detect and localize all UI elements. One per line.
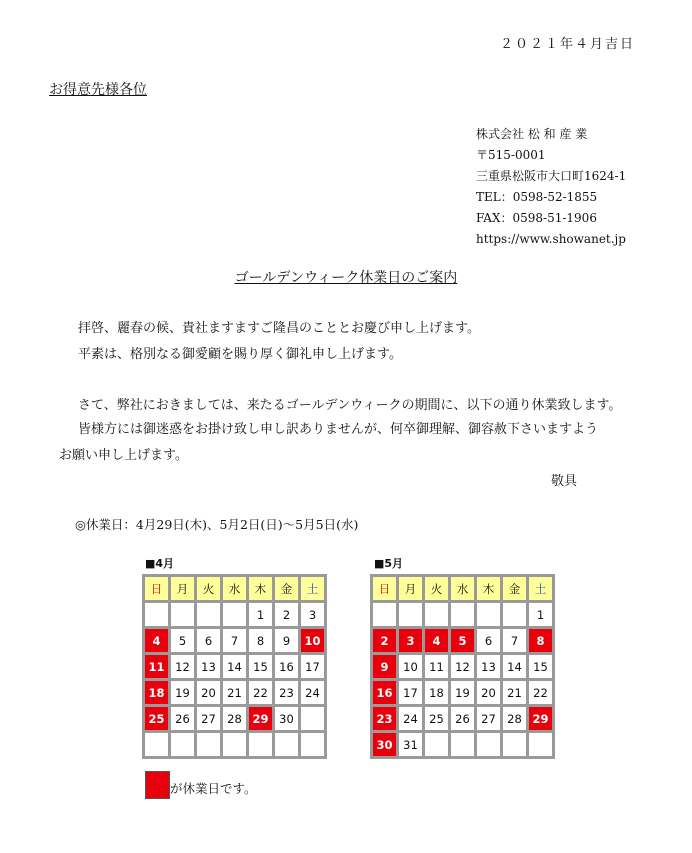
weekday-header: 日 — [373, 577, 396, 600]
sender-company: 株式会社 松 和 産 業 — [476, 127, 588, 141]
calendar-closed-day: 8 — [529, 629, 552, 652]
calendar-closed-day: 18 — [145, 681, 168, 704]
calendar-day: 19 — [451, 681, 474, 704]
body-line-1: 拝啓、麗春の候、貴社ますますご隆昌のこととお慶び申し上げます。 — [78, 321, 480, 336]
calendar-day: 1 — [529, 603, 552, 626]
calendar-day: 14 — [223, 655, 246, 678]
calendar-empty-cell — [425, 733, 448, 756]
calendar-day: 28 — [223, 707, 246, 730]
calendar-closed-day: 23 — [373, 707, 396, 730]
calendar-empty-cell — [171, 733, 194, 756]
calendar-april-label: ■4月 — [145, 557, 175, 570]
calendar-closed-day: 3 — [399, 629, 422, 652]
calendar-closed-day: 2 — [373, 629, 396, 652]
calendar-day: 20 — [477, 681, 500, 704]
calendar-empty-cell — [249, 733, 272, 756]
calendar-closed-day: 16 — [373, 681, 396, 704]
calendar-day: 28 — [503, 707, 526, 730]
calendar-closed-day: 30 — [373, 733, 396, 756]
calendar-closed-day: 9 — [373, 655, 396, 678]
calendar-day: 27 — [197, 707, 220, 730]
calendar-empty-cell — [503, 603, 526, 626]
calendar-day: 12 — [171, 655, 194, 678]
calendar-day: 22 — [249, 681, 272, 704]
calendar-empty-cell — [223, 733, 246, 756]
closed-day-legend-swatch — [145, 771, 170, 799]
sender-tel: TEL：0598-52-1855 — [476, 190, 598, 204]
calendar-day: 19 — [171, 681, 194, 704]
calendar-day: 15 — [249, 655, 272, 678]
calendar-day: 30 — [275, 707, 298, 730]
sender-block — [476, 124, 626, 250]
calendar-empty-cell — [197, 603, 220, 626]
calendar-day: 9 — [275, 629, 298, 652]
calendar-day: 10 — [399, 655, 422, 678]
closed-day-legend-text: が休業日です。 — [170, 781, 257, 796]
calendar-day: 7 — [503, 629, 526, 652]
weekday-header: 月 — [171, 577, 194, 600]
calendar-day: 15 — [529, 655, 552, 678]
calendar-empty-cell — [275, 733, 298, 756]
calendar-day: 18 — [425, 681, 448, 704]
calendar-empty-cell — [503, 733, 526, 756]
calendar-closed-day: 11 — [145, 655, 168, 678]
calendar-day: 25 — [425, 707, 448, 730]
calendar-empty-cell — [529, 733, 552, 756]
body-line-2: 平素は、格別なる御愛顧を賜り厚く御礼申し上げます。 — [78, 347, 402, 362]
calendar-day: 20 — [197, 681, 220, 704]
weekday-header: 火 — [197, 577, 220, 600]
calendar-empty-cell — [301, 733, 324, 756]
calendar-empty-cell — [451, 733, 474, 756]
calendar-day: 14 — [503, 655, 526, 678]
weekday-header: 水 — [223, 577, 246, 600]
sender-postal: 〒515-0001 — [476, 148, 546, 162]
body-line-3: さて、弊社におきましては、来たるゴールデンウィークの期間に、以下の通り休業致します。 — [78, 398, 622, 413]
calendar-empty-cell — [145, 733, 168, 756]
calendar-day: 5 — [171, 629, 194, 652]
sender-fax: FAX：0598-51-1906 — [476, 211, 597, 225]
calendar-day: 23 — [275, 681, 298, 704]
weekday-header: 水 — [451, 577, 474, 600]
calendar-day: 31 — [399, 733, 422, 756]
calendar-empty-cell — [477, 733, 500, 756]
holiday-notice: ◎休業日：4月29日(木)、5月2日(日)～5月5日(水) — [75, 517, 359, 532]
calendar-day: 7 — [223, 629, 246, 652]
calendar-empty-cell — [301, 707, 324, 730]
calendar-closed-day: 29 — [249, 707, 272, 730]
calendar-empty-cell — [223, 603, 246, 626]
calendar-empty-cell — [425, 603, 448, 626]
weekday-header: 土 — [529, 577, 552, 600]
calendar-day: 21 — [223, 681, 246, 704]
calendar-empty-cell — [399, 603, 422, 626]
calendar-closed-day: 25 — [145, 707, 168, 730]
calendar-empty-cell — [451, 603, 474, 626]
weekday-header: 金 — [275, 577, 298, 600]
calendar-day: 22 — [529, 681, 552, 704]
weekday-header: 日 — [145, 577, 168, 600]
sender-address: 三重県松阪市大口町1624-1 — [476, 169, 627, 183]
calendar-day: 26 — [451, 707, 474, 730]
calendar-day: 1 — [249, 603, 272, 626]
calendar-closed-day: 29 — [529, 707, 552, 730]
calendar-day: 26 — [171, 707, 194, 730]
calendar-day: 16 — [275, 655, 298, 678]
calendar-april — [142, 574, 327, 759]
calendar-day: 8 — [249, 629, 272, 652]
calendar-may — [370, 574, 555, 759]
calendar-closed-day: 5 — [451, 629, 474, 652]
sender-url[interactable]: https://www.showanet.jp — [476, 232, 626, 246]
calendar-closed-day: 4 — [425, 629, 448, 652]
calendar-day: 13 — [477, 655, 500, 678]
calendar-day: 6 — [477, 629, 500, 652]
weekday-header: 木 — [249, 577, 272, 600]
calendar-empty-cell — [145, 603, 168, 626]
calendar-day: 17 — [399, 681, 422, 704]
calendar-day: 6 — [197, 629, 220, 652]
calendar-day: 17 — [301, 655, 324, 678]
calendar-closed-day: 10 — [301, 629, 324, 652]
calendar-day: 13 — [197, 655, 220, 678]
body-line-5: お願い申し上げます。 — [59, 448, 188, 463]
calendar-day: 24 — [399, 707, 422, 730]
calendar-may-label: ■5月 — [374, 557, 404, 570]
calendar-empty-cell — [197, 733, 220, 756]
calendar-closed-day: 4 — [145, 629, 168, 652]
recipient: お得意先様各位 — [49, 82, 147, 98]
calendar-day: 27 — [477, 707, 500, 730]
calendar-day: 3 — [301, 603, 324, 626]
calendar-day: 24 — [301, 681, 324, 704]
calendar-empty-cell — [477, 603, 500, 626]
weekday-header: 火 — [425, 577, 448, 600]
calendar-day: 12 — [451, 655, 474, 678]
document-title — [0, 267, 692, 287]
calendar-empty-cell — [373, 603, 396, 626]
calendar-day: 11 — [425, 655, 448, 678]
document-title-text: ゴールデンウィーク休業日のご案内 — [234, 270, 458, 286]
closing-phrase: 敬具 — [551, 474, 578, 489]
calendar-day: 2 — [275, 603, 298, 626]
document-date: ２０２１年４月吉日 — [500, 37, 636, 52]
weekday-header: 木 — [477, 577, 500, 600]
weekday-header: 金 — [503, 577, 526, 600]
calendar-day: 21 — [503, 681, 526, 704]
body-line-4: 皆様方には御迷惑をお掛け致し申し訳ありませんが、何卒御理解、御容赦下さいますよう — [78, 422, 599, 437]
weekday-header: 土 — [301, 577, 324, 600]
calendar-empty-cell — [171, 603, 194, 626]
weekday-header: 月 — [399, 577, 422, 600]
